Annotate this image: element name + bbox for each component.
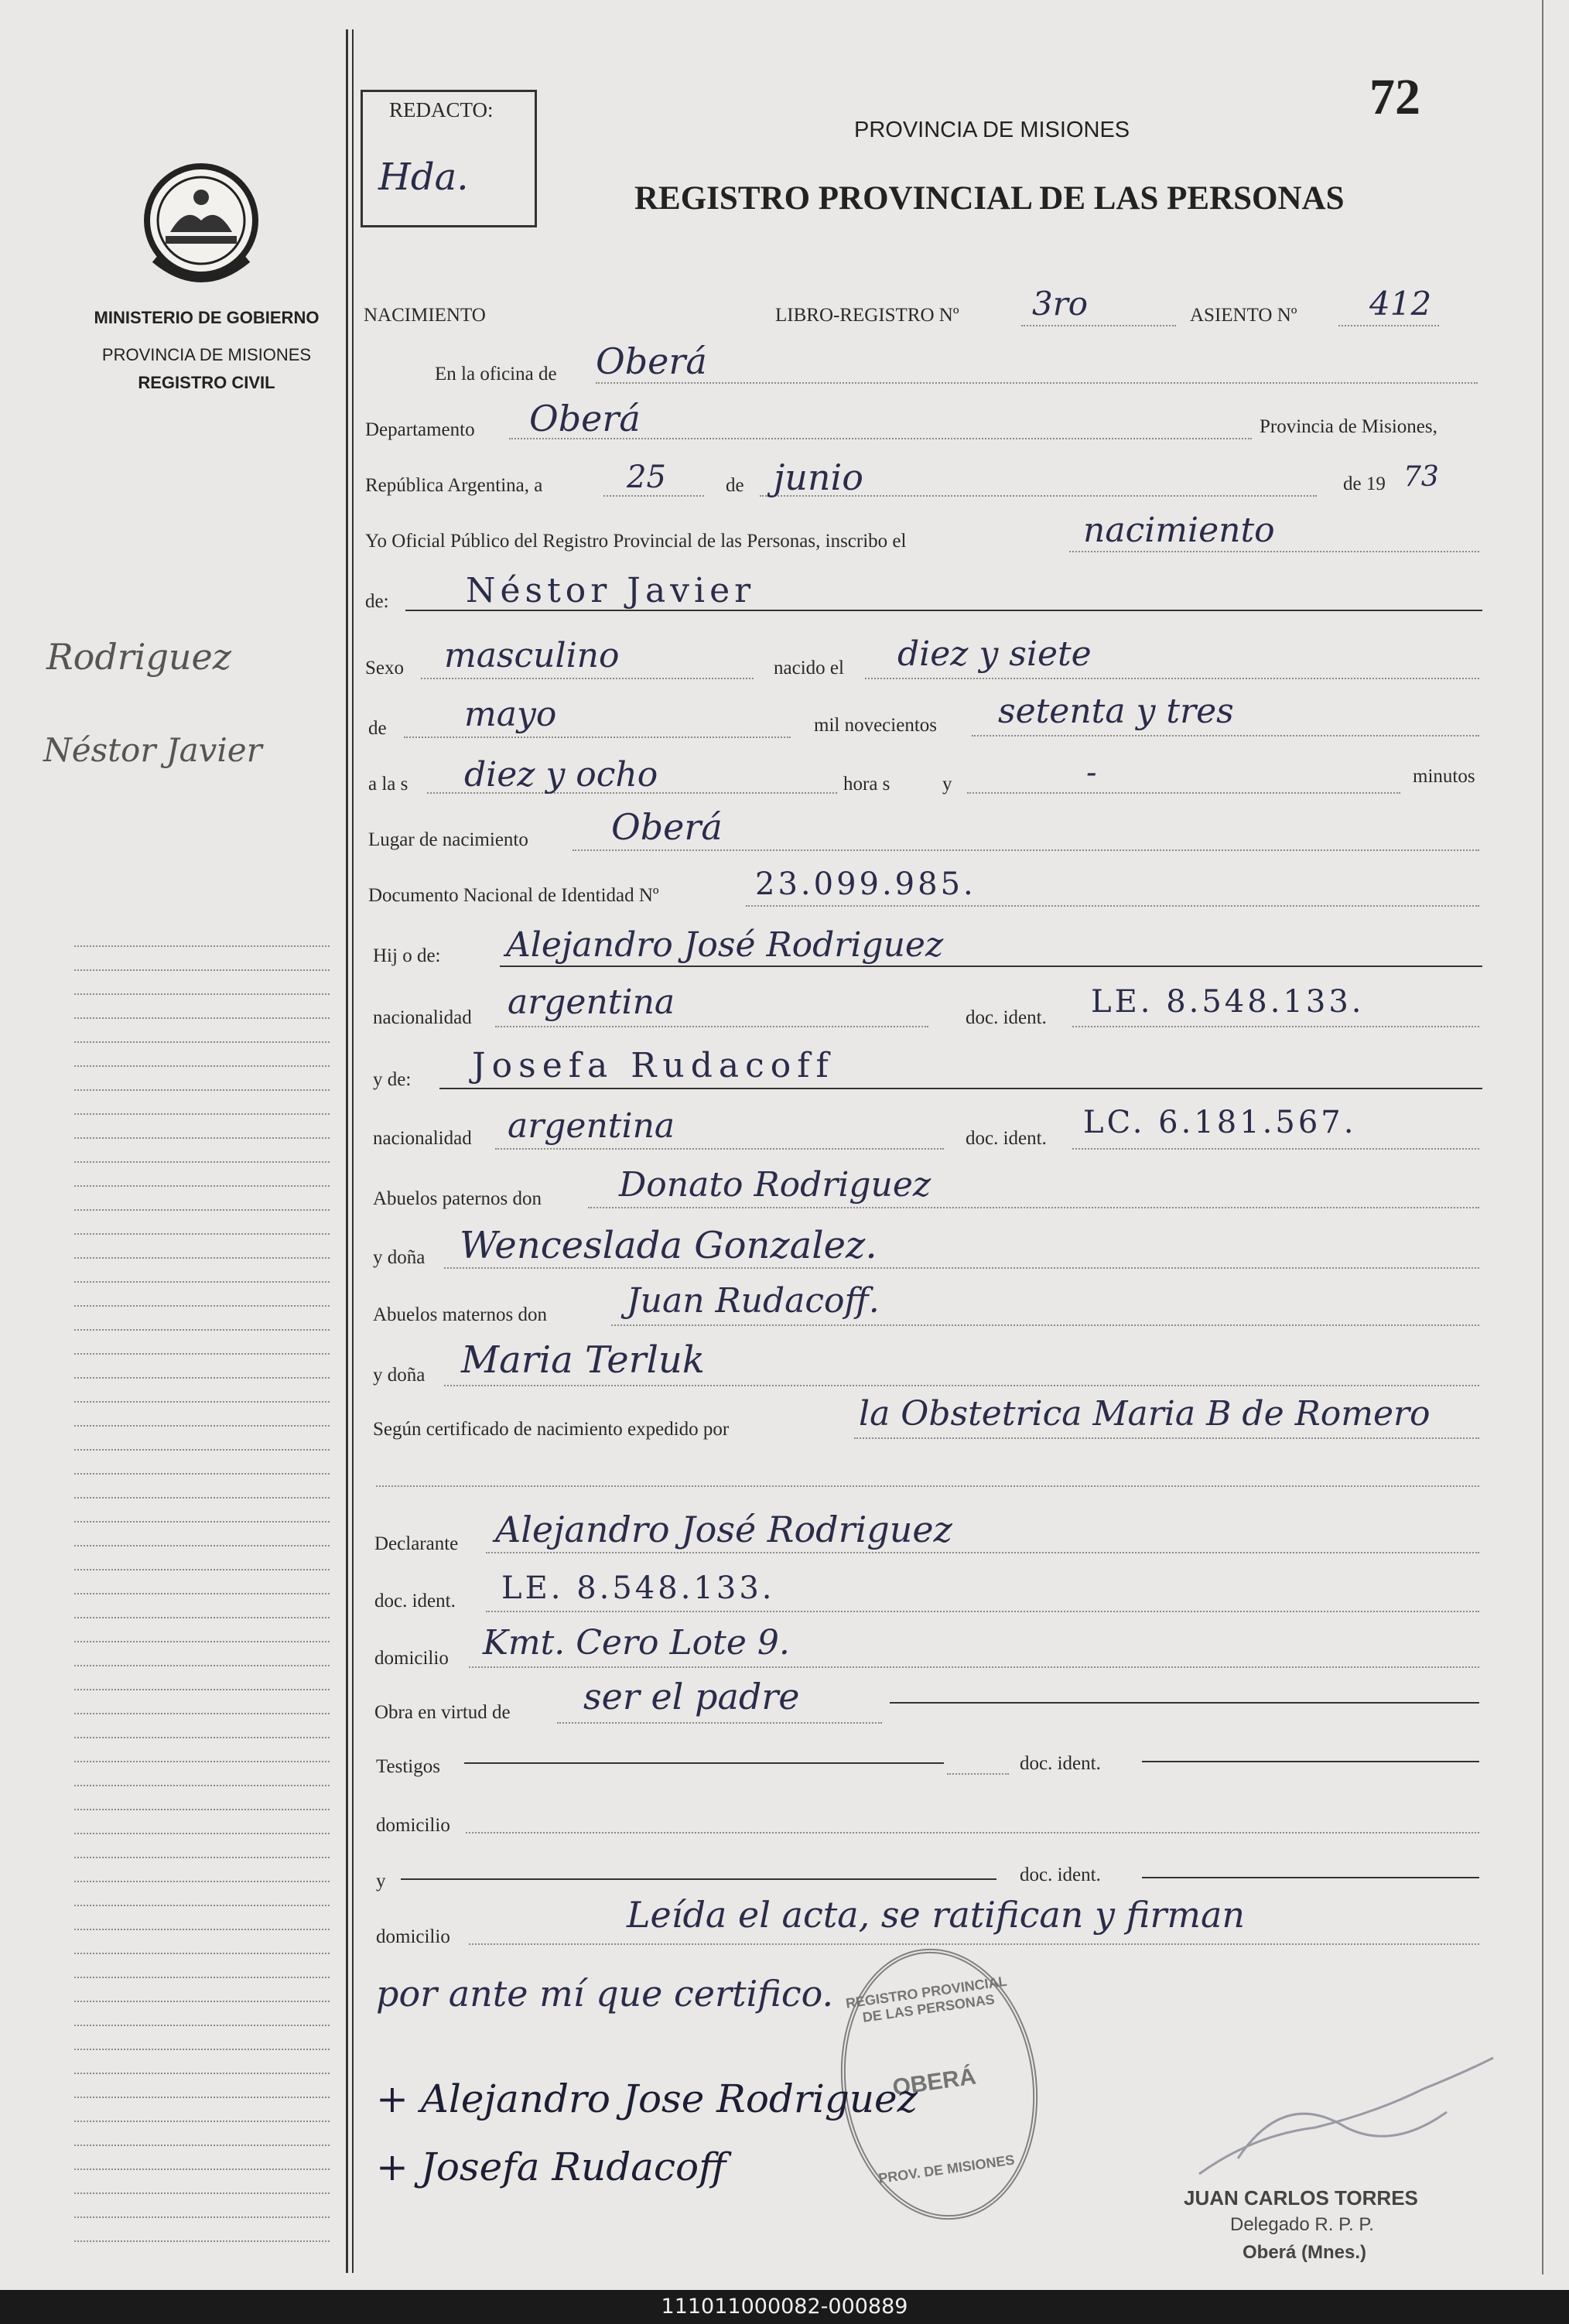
official-signature	[1191, 2042, 1501, 2182]
nacido-line	[865, 678, 1479, 679]
libro-line	[1021, 325, 1176, 326]
margin-rule-line	[74, 1209, 330, 1211]
nombre-value: Néstor Javier	[466, 571, 756, 610]
cert-line-2	[376, 1485, 1479, 1487]
padre-docid-label: doc. ident.	[966, 1007, 1047, 1028]
hora-value: diez y ocho	[464, 755, 658, 795]
padre-nac-value: argentina	[508, 983, 675, 1022]
signature-father: + Alejandro Jose Rodriguez	[376, 2076, 918, 2121]
redacto-label: REDACTO:	[389, 98, 494, 121]
cert-line	[854, 1437, 1479, 1439]
y-label: y	[942, 774, 952, 795]
obra-label: Obra en virtud de	[374, 1702, 511, 1723]
left-block-line2: PROVINCIA DE MISIONES	[101, 345, 312, 364]
footer-id: 111011000082-000889	[661, 2295, 908, 2319]
abmat-don-value: Juan Rudacoff.	[627, 1281, 880, 1321]
ala-label: a la s	[368, 774, 408, 795]
nacido-value: diez y siete	[897, 634, 1092, 674]
sexo-label: Sexo	[365, 658, 404, 678]
testigos-domicilio-line	[466, 1832, 1479, 1834]
madre-nac-value: argentina	[508, 1106, 675, 1146]
margin-rule-line	[74, 1233, 330, 1235]
margin-rule-line	[74, 1881, 330, 1882]
abpat-label: Abuelos paternos don	[373, 1188, 542, 1209]
margin-rule-line	[74, 2145, 330, 2146]
madre-value: Josefa Rudacoff	[472, 1046, 835, 1085]
margin-rule-line	[74, 2073, 330, 2074]
anio-nac-value: setenta y tres	[998, 692, 1234, 731]
official-role: Delegado R. P. P.	[1230, 2214, 1374, 2235]
margin-rule-line	[74, 1761, 330, 1762]
testigos-docid-label: doc. ident.	[1020, 1753, 1101, 1774]
coat-of-arms-seal	[139, 159, 263, 290]
margin-divider-right	[352, 29, 354, 2273]
min-value: -	[1086, 755, 1097, 791]
right-border	[1542, 0, 1543, 2274]
dia-value: 25	[627, 460, 666, 495]
page-number: 72	[1369, 69, 1420, 125]
padre-doc-value: LE. 8.548.133.	[1091, 984, 1365, 1020]
y2-docid-label: doc. ident.	[1020, 1864, 1101, 1885]
y2-doc-line	[1142, 1877, 1479, 1878]
domicilio-line	[469, 1666, 1479, 1668]
margin-rule-line	[74, 1689, 330, 1690]
margin-rule-line	[74, 1977, 330, 1978]
yo-label: Yo Oficial Público del Registro Provincial de las Personas, inscribo el	[365, 531, 907, 552]
asiento-label: ASIENTO Nº	[1190, 305, 1297, 326]
redacto-value: Hda.	[378, 156, 469, 199]
abpat-dona-value: Wenceslada Gonzalez.	[460, 1224, 877, 1267]
padre-line	[500, 965, 1482, 967]
margin-rule-line	[74, 1065, 330, 1067]
y2-label: y	[376, 1871, 386, 1892]
margin-rule-line	[74, 1281, 330, 1283]
margin-rule-line	[74, 1929, 330, 1930]
de-colon-label: de:	[365, 591, 389, 612]
departamento-label: Departamento	[365, 419, 475, 440]
margin-surname: Rodriguez	[46, 636, 232, 678]
mes-value: junio	[774, 456, 863, 498]
yo-line	[1069, 551, 1479, 552]
anio-value: 73	[1403, 461, 1439, 493]
final-domicilio-label: domicilio	[376, 1926, 450, 1947]
padre-value: Alejandro José Rodriguez	[506, 925, 944, 965]
redacto-box	[361, 90, 537, 227]
margin-rule-line	[74, 2001, 330, 2002]
margin-rule-line	[74, 1041, 330, 1043]
declarante-line	[486, 1552, 1479, 1553]
abmat-dona-value: Maria Terluk	[461, 1338, 705, 1382]
margin-rule-line	[74, 1905, 330, 1906]
dni-value: 23.099.985.	[755, 866, 976, 902]
domicilio-value: Kmt. Cero Lote 9.	[483, 1623, 790, 1663]
margin-rule-line	[74, 1425, 330, 1427]
margin-rule-line	[74, 1641, 330, 1642]
lugar-label: Lugar de nacimiento	[368, 829, 528, 850]
margin-rule-line	[74, 1737, 330, 1738]
margin-rule-line	[74, 1185, 330, 1187]
margin-rule-line	[74, 2121, 330, 2122]
mes-nac-line	[404, 737, 791, 738]
margin-rule-line	[74, 1305, 330, 1307]
margin-rule-line	[74, 1833, 330, 1834]
padre-nac-line	[495, 1026, 928, 1027]
dni-label: Documento Nacional de Identidad Nº	[368, 885, 659, 906]
margin-rule-line	[74, 1377, 330, 1379]
madre-doc-value: LC. 6.181.567.	[1083, 1105, 1357, 1140]
lugar-value: Oberá	[611, 806, 723, 848]
cert-label: Según certificado de nacimiento expedido por	[373, 1419, 730, 1440]
madre-nac-line	[495, 1148, 944, 1150]
margin-rule-line	[74, 2097, 330, 2098]
margin-rule-line	[74, 1161, 330, 1163]
margin-rule-line	[74, 1329, 330, 1331]
official-name: JUAN CARLOS TORRES	[1184, 2186, 1418, 2210]
margin-rule-line	[74, 945, 330, 947]
asiento-value: 412	[1369, 285, 1432, 323]
margin-rule-line	[74, 1569, 330, 1570]
mes-nac-value: mayo	[464, 695, 557, 734]
margin-divider-left	[346, 29, 348, 2273]
sexo-value: masculino	[444, 636, 620, 675]
oficina-value: Oberá	[596, 340, 707, 382]
yde-label: y de:	[373, 1069, 412, 1090]
anio-nac-line	[972, 735, 1479, 737]
testigos-doc-line	[1142, 1761, 1479, 1762]
stamp-center: OBERÁ	[890, 2063, 978, 2101]
oficina-line	[596, 382, 1478, 384]
decl-doc-value: LE. 8.548.133.	[501, 1570, 775, 1606]
obra-value: ser el padre	[583, 1676, 800, 1717]
madre-doc-line	[1072, 1148, 1479, 1150]
margin-rule-line	[74, 993, 330, 995]
de-label: de	[726, 475, 744, 496]
margin-rule-line	[74, 1953, 330, 1954]
nacido-label: nacido el	[774, 658, 844, 678]
record-type: NACIMIENTO	[364, 305, 486, 326]
margin-rule-line	[74, 1497, 330, 1499]
margin-rule-line	[74, 1785, 330, 1786]
testigos-label: Testigos	[376, 1756, 440, 1777]
margin-rule-line	[74, 1089, 330, 1091]
margin-rule-line	[74, 1617, 330, 1618]
header-title: REGISTRO PROVINCIAL DE LAS PERSONAS	[634, 180, 1345, 217]
provincia-label: Provincia de Misiones,	[1260, 416, 1437, 437]
margin-rule-line	[74, 2192, 330, 2194]
abmat-line	[611, 1324, 1479, 1326]
margin-rule-line	[74, 1137, 330, 1139]
margin-rule-line	[74, 1113, 330, 1115]
republica-label: República Argentina, a	[365, 475, 543, 496]
closing-line2: por ante mí que certifico.	[376, 1973, 834, 2015]
stamp-bottom: PROV. DE MISIONES	[877, 2151, 1016, 2187]
decl-doc-line	[486, 1611, 1479, 1612]
margin-rule-line	[74, 1593, 330, 1594]
lugar-line	[573, 849, 1479, 851]
madre-line	[439, 1088, 1482, 1089]
madre-docid-label: doc. ident.	[966, 1128, 1047, 1149]
declarante-value: Alejandro José Rodriguez	[495, 1509, 952, 1550]
margin-rule-line	[74, 1857, 330, 1858]
abpat-line	[588, 1207, 1479, 1208]
dni-line	[746, 905, 1479, 907]
libro-value: 3ro	[1032, 285, 1089, 323]
margin-rule-line	[74, 2049, 330, 2050]
domicilio-label: domicilio	[374, 1648, 449, 1669]
decl-doc-label: doc. ident.	[374, 1591, 456, 1611]
hijo-label: Hij o de:	[373, 945, 441, 966]
obra-line	[557, 1722, 882, 1724]
margin-rule-line	[74, 2168, 330, 2170]
testigos-line	[464, 1762, 944, 1764]
sexo-line	[421, 678, 754, 679]
cert-value: la Obstetrica Maria B de Romero	[859, 1394, 1431, 1434]
margin-rule-line	[74, 1545, 330, 1546]
anio-label: de 19	[1343, 473, 1386, 494]
closing-line1: Leída el acta, se ratifican y firman	[627, 1894, 1246, 1936]
left-block-line1: MINISTERIO DE GOBIERNO	[94, 308, 320, 327]
margin-rule-line	[74, 2240, 330, 2242]
margin-rule-line	[74, 1521, 330, 1523]
abmat-label: Abuelos maternos don	[373, 1304, 547, 1325]
min-line	[967, 792, 1400, 794]
abmat-ydona-label: y doña	[373, 1365, 426, 1386]
testigos-domicilio-label: domicilio	[376, 1815, 450, 1836]
margin-rule-line	[74, 1353, 330, 1355]
abpat-ydona-label: y doña	[373, 1247, 426, 1268]
padre-nac-label: nacionalidad	[373, 1007, 472, 1028]
padre-doc-line	[1072, 1026, 1479, 1027]
margin-rule-line	[74, 1401, 330, 1403]
libro-label: LIBRO-REGISTRO Nº	[775, 305, 959, 326]
signature-mother: + Josefa Rudacoff	[376, 2145, 726, 2189]
margin-rule-line	[74, 1257, 330, 1259]
final-domicilio-line	[469, 1943, 1479, 1945]
madre-nac-label: nacionalidad	[373, 1128, 472, 1149]
abpat-don-value: Donato Rodriguez	[619, 1165, 931, 1205]
yo-value: nacimiento	[1083, 511, 1275, 550]
abmat-dona-line	[444, 1385, 1479, 1386]
obra-line-2	[890, 1702, 1479, 1704]
declarante-label: Declarante	[374, 1533, 459, 1554]
margin-names: Néstor Javier	[43, 731, 262, 769]
margin-rule-line	[74, 1017, 330, 1019]
departamento-value: Oberá	[529, 398, 641, 439]
testigos-dots	[947, 1773, 1009, 1775]
de2-label: de	[368, 718, 387, 739]
margin-rule-line	[74, 2025, 330, 2026]
margin-rule-line	[74, 1665, 330, 1666]
margin-rule-line	[74, 2216, 330, 2218]
oficina-label: En la oficina de	[435, 364, 557, 384]
y2-line	[401, 1878, 996, 1880]
abpat-dona-line	[444, 1267, 1479, 1269]
dia-line	[603, 495, 704, 497]
asiento-line	[1338, 325, 1439, 326]
stamp-text: REGISTRO PROVINCIAL DE LAS PERSONAS	[844, 1973, 1008, 2025]
margin-rule-line	[74, 1449, 330, 1451]
milnov-label: mil novecientos	[814, 715, 937, 736]
minutos-label: minutos	[1413, 766, 1475, 787]
header-province: PROVINCIA DE MISIONES	[854, 118, 1130, 142]
margin-rule-line	[74, 1809, 330, 1810]
margin-rule-line	[74, 1713, 330, 1714]
official-place: Oberá (Mnes.)	[1243, 2242, 1367, 2263]
margin-rule-line	[74, 1473, 330, 1475]
margin-rule-line	[74, 969, 330, 971]
horas-label: hora s	[843, 774, 890, 795]
left-block-line3: REGISTRO CIVIL	[138, 373, 275, 392]
